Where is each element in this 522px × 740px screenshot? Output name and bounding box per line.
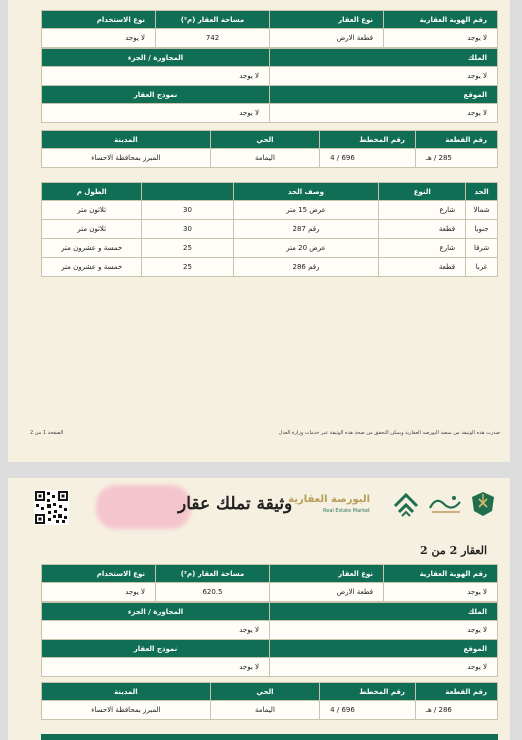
header-bound-length: الطول م bbox=[42, 183, 142, 201]
header-plot-number: رقم القطعة bbox=[415, 131, 497, 149]
value-neighbor-part: لا يوجد bbox=[42, 621, 270, 640]
header-property-area: مساحة العقار (م²) bbox=[156, 11, 270, 29]
value-property-id: لا يوجد bbox=[384, 583, 498, 602]
location-table bbox=[41, 682, 498, 720]
header-location: الموقع bbox=[270, 86, 498, 104]
header-district: الحي bbox=[210, 683, 319, 701]
value-neighbor-part: لا يوجد bbox=[42, 67, 270, 86]
header-owner: الملك bbox=[270, 603, 498, 621]
header-city: المدينة bbox=[42, 683, 211, 701]
header-bound: الحد bbox=[466, 183, 498, 201]
bound-length-number: 30 bbox=[142, 220, 233, 239]
bound-direction: شرقا bbox=[466, 239, 498, 258]
header-bound-value bbox=[142, 183, 233, 201]
value-city: المبرز بمحافظة الاحساء bbox=[42, 701, 211, 720]
header-bound-type: النوع bbox=[379, 183, 466, 201]
value-usage-type: لا يوجد bbox=[42, 583, 156, 602]
bound-description: رقم 287 bbox=[233, 220, 379, 239]
header-usage-type: نوع الاستخدام bbox=[42, 565, 156, 583]
header-property-id: رقم الهوية العقارية bbox=[384, 11, 498, 29]
real-estate-market-logo bbox=[288, 490, 370, 520]
value-usage-type: لا يوجد bbox=[42, 29, 156, 48]
table-row bbox=[42, 258, 498, 277]
bound-type: شارع bbox=[379, 201, 466, 220]
header-usage-type: نوع الاستخدام bbox=[42, 11, 156, 29]
value-plot-number: 286 / هـ bbox=[415, 701, 497, 720]
header-plan-number: رقم المخطط bbox=[320, 683, 416, 701]
property-count: العقار 2 من 2 bbox=[420, 544, 488, 557]
bound-type: شارع bbox=[379, 239, 466, 258]
bounds-table bbox=[41, 182, 498, 277]
header-property-area: مساحة العقار (م²) bbox=[156, 565, 270, 583]
document-title: وثيقة تملك عقار bbox=[178, 494, 293, 514]
header-neighbor-part: المجاورة / الجزء bbox=[42, 603, 270, 621]
property-info-table bbox=[41, 564, 498, 602]
header-district: الحي bbox=[210, 131, 319, 149]
fields-table bbox=[41, 48, 498, 123]
header-location: الموقع bbox=[270, 640, 498, 658]
document-page-1 bbox=[8, 0, 510, 462]
value-district: اليمامة bbox=[210, 149, 319, 168]
bound-description: رقم 286 bbox=[233, 258, 379, 277]
footer-note: صدرت هذه الوثيقة من منصة البورصة العقارية ويمكن التحقق من صحة هذه الوثيقة عبر خدمات وزارة العدل bbox=[278, 430, 500, 436]
header-bound-description: وصف الحد bbox=[233, 183, 379, 201]
value-owner: لا يوجد bbox=[270, 621, 498, 640]
header-property-id: رقم الهوية العقارية bbox=[384, 565, 498, 583]
property-info-table bbox=[41, 10, 498, 48]
header-neighbor-part: المجاورة / الجزء bbox=[42, 49, 270, 67]
next-table-header-strip bbox=[41, 734, 498, 740]
header-property-model: نموذج العقار bbox=[42, 86, 270, 104]
header-owner: الملك bbox=[270, 49, 498, 67]
logo-subtitle: Real Estate Market bbox=[323, 508, 370, 514]
value-plot-number: 285 / هـ bbox=[415, 149, 497, 168]
value-property-type: قطعة الارض bbox=[270, 29, 384, 48]
table-row bbox=[42, 201, 498, 220]
header-plot-number: رقم القطعة bbox=[415, 683, 497, 701]
value-property-type: قطعة الارض bbox=[270, 583, 384, 602]
header-city: المدينة bbox=[42, 131, 211, 149]
fields-table bbox=[41, 602, 498, 677]
bound-length-number: 30 bbox=[142, 201, 233, 220]
value-property-model: لا يوجد bbox=[42, 104, 270, 123]
page-number: الصفحة 1 من 2 bbox=[30, 430, 64, 436]
value-plan-number: 696 / 4 bbox=[320, 149, 416, 168]
bound-length-words: ثلاثون متر bbox=[42, 220, 142, 239]
value-district: اليمامة bbox=[210, 701, 319, 720]
header-property-model: نموذج العقار bbox=[42, 640, 270, 658]
bound-direction: شمالا bbox=[466, 201, 498, 220]
value-property-area: 742 bbox=[156, 29, 270, 48]
value-location: لا يوجد bbox=[270, 104, 498, 123]
bound-length-words: خمسة و عشرون متر bbox=[42, 258, 142, 277]
table-row bbox=[42, 239, 498, 258]
ministry-calligraphy-logo-icon bbox=[426, 492, 466, 518]
building-logo-icon bbox=[392, 490, 420, 518]
bound-direction: غربا bbox=[466, 258, 498, 277]
ministry-emblem-icon bbox=[470, 490, 496, 518]
value-property-id: لا يوجد bbox=[384, 29, 498, 48]
value-property-area: 620.5 bbox=[156, 583, 270, 602]
bound-length-number: 25 bbox=[142, 258, 233, 277]
bound-type: قطعة bbox=[379, 220, 466, 239]
value-owner: لا يوجد bbox=[270, 67, 498, 86]
table-row bbox=[42, 220, 498, 239]
logo-name: البورصة العقارية bbox=[288, 494, 370, 505]
qr-code-icon bbox=[34, 490, 69, 525]
redacted-area bbox=[96, 485, 191, 529]
value-property-model: لا يوجد bbox=[42, 658, 270, 677]
bound-description: عرض 15 متر bbox=[233, 201, 379, 220]
bound-type: قطعة bbox=[379, 258, 466, 277]
header-plan-number: رقم المخطط bbox=[320, 131, 416, 149]
bound-length-words: خمسة و عشرون متر bbox=[42, 239, 142, 258]
header-property-type: نوع العقار bbox=[270, 11, 384, 29]
location-table bbox=[41, 130, 498, 168]
value-plan-number: 696 / 4 bbox=[320, 701, 416, 720]
value-city: المبرز بمحافظة الاحساء bbox=[42, 149, 211, 168]
document-page-2 bbox=[8, 478, 510, 740]
bound-length-words: ثلاثون متر bbox=[42, 201, 142, 220]
bound-length-number: 25 bbox=[142, 239, 233, 258]
header-property-type: نوع العقار bbox=[270, 565, 384, 583]
bound-direction: جنوبا bbox=[466, 220, 498, 239]
value-location: لا يوجد bbox=[270, 658, 498, 677]
bound-description: عرض 20 متر bbox=[233, 239, 379, 258]
